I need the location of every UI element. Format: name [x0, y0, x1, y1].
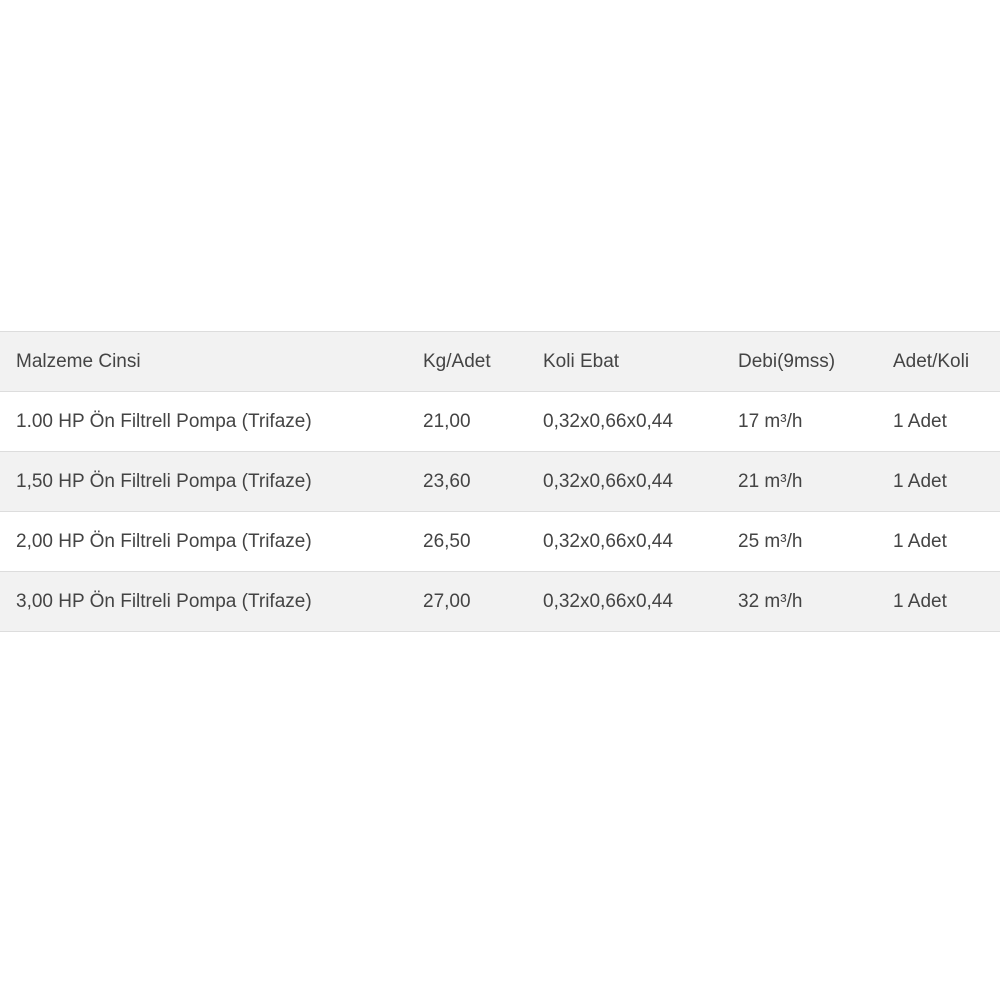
cell-flow-rate: 21 m³/h	[738, 470, 803, 492]
cell-flow-rate: 17 m³/h	[738, 410, 803, 432]
cell-units-per-box: 1 Adet	[893, 410, 947, 432]
cell-material-type: 1.00 HP Ön Filtrell Pompa (Trifaze)	[16, 410, 312, 432]
header-flow-rate: Debi(9mss)	[738, 350, 836, 372]
table-header-row	[0, 332, 1000, 392]
cell-material-type: 3,00 HP Ön Filtreli Pompa (Trifaze)	[16, 590, 312, 612]
cell-kg-per-unit: 23,60	[423, 470, 471, 492]
cell-flow-rate: 32 m³/h	[738, 590, 803, 612]
cell-flow-rate: 25 m³/h	[738, 530, 803, 552]
cell-material-type: 2,00 HP Ön Filtreli Pompa (Trifaze)	[16, 530, 312, 552]
cell-box-dimensions: 0,32x0,66x0,44	[543, 590, 673, 612]
cell-material-type: 1,50 HP Ön Filtreli Pompa (Trifaze)	[16, 470, 312, 492]
cell-units-per-box: 1 Adet	[893, 470, 947, 492]
cell-kg-per-unit: 21,00	[423, 410, 471, 432]
cell-box-dimensions: 0,32x0,66x0,44	[543, 530, 673, 552]
table-row	[0, 392, 1000, 452]
cell-units-per-box: 1 Adet	[893, 530, 947, 552]
header-kg-per-unit: Kg/Adet	[423, 350, 491, 372]
header-units-per-box: Adet/Koli	[893, 350, 970, 372]
header-material-type: Malzeme Cinsi	[16, 350, 141, 372]
table-row	[0, 452, 1000, 512]
product-table	[0, 331, 1000, 632]
cell-units-per-box: 1 Adet	[893, 590, 947, 612]
cell-kg-per-unit: 27,00	[423, 590, 471, 612]
cell-kg-per-unit: 26,50	[423, 530, 471, 552]
product-table-container	[0, 331, 1000, 632]
table-row	[0, 512, 1000, 572]
table-row	[0, 572, 1000, 632]
cell-box-dimensions: 0,32x0,66x0,44	[543, 410, 673, 432]
cell-box-dimensions: 0,32x0,66x0,44	[543, 470, 673, 492]
header-box-dimensions: Koli Ebat	[543, 350, 620, 372]
